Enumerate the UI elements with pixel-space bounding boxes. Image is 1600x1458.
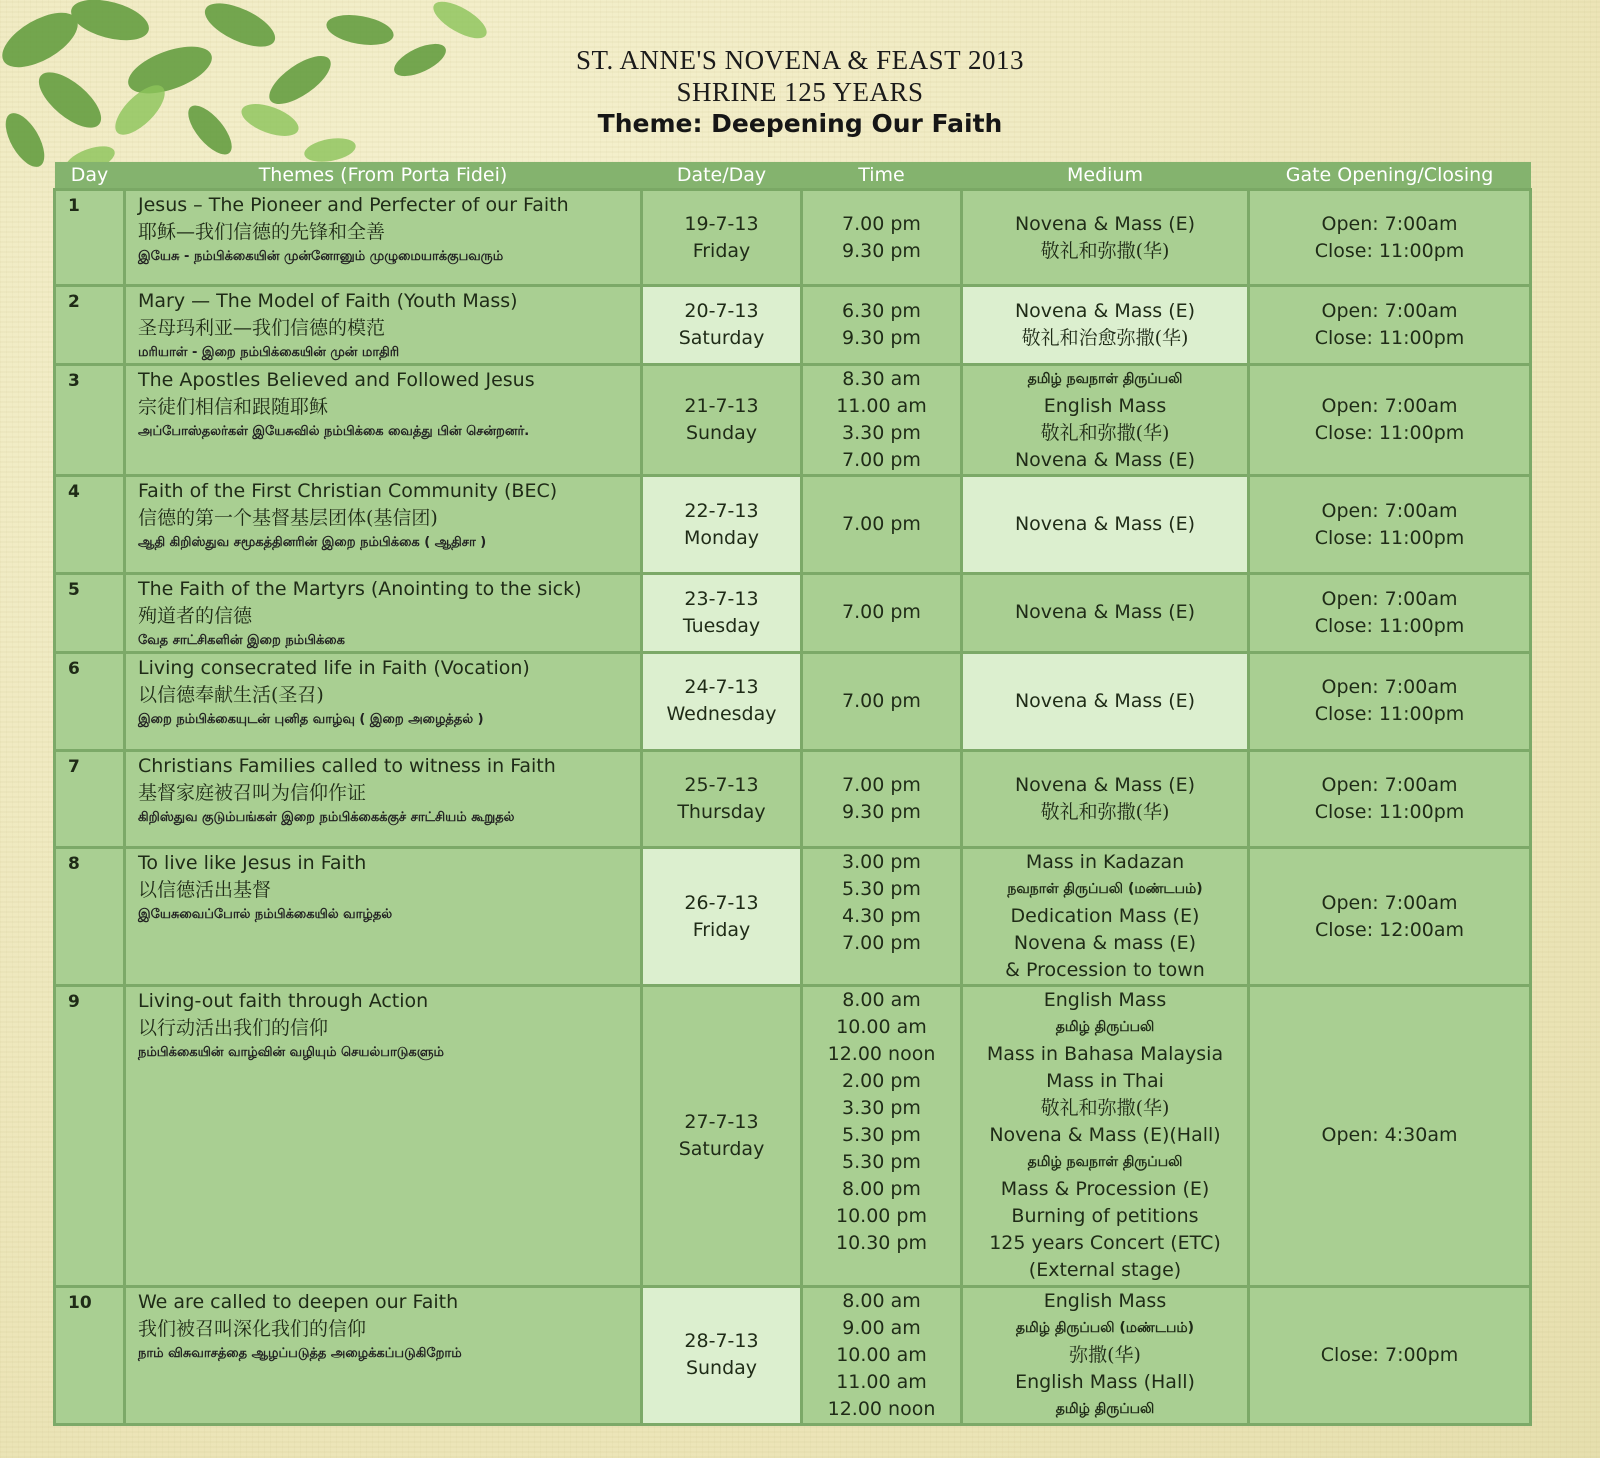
- gate-cell: [1249, 365, 1531, 476]
- theme-cell: [125, 848, 642, 986]
- theme-cell: [125, 1286, 642, 1424]
- time-entry: 8.30 am: [842, 368, 921, 391]
- gate-cell: [1249, 652, 1531, 750]
- medium-entry: தமிழ் திருப்பலி: [1055, 1400, 1155, 1417]
- col-header-day: Day: [55, 162, 125, 190]
- table-row: [55, 1286, 1531, 1424]
- time-entry: 9.30 pm: [842, 327, 921, 350]
- date-cell: [642, 750, 802, 847]
- time-entry: 3.00 pm: [842, 851, 921, 874]
- date-cell: [642, 848, 802, 986]
- time-entry: 3.30 pm: [842, 422, 921, 445]
- gate-cell: [1249, 190, 1531, 286]
- gate-entry: Close: 11:00pm: [1314, 800, 1465, 823]
- title-line-1: ST. ANNE'S NOVENA & FEAST 2013: [576, 45, 1024, 75]
- theme-cell: [125, 365, 642, 476]
- date-value: 19-7-13: [684, 212, 759, 235]
- col-header-medium: Medium: [962, 162, 1249, 190]
- gate-entry: Open: 7:00am: [1321, 499, 1458, 522]
- weekday-value: Sunday: [685, 1357, 758, 1380]
- gate-entry: Close: 11:00pm: [1314, 614, 1465, 637]
- time-entry: 7.00 pm: [842, 212, 921, 235]
- theme-chinese: 信德的第一个基督基层团体(基信团): [138, 507, 438, 530]
- date-cell: [642, 652, 802, 750]
- medium-entry: Mass in Thai: [1046, 1070, 1164, 1093]
- theme-english: The Apostles Believed and Followed Jesus: [138, 369, 535, 392]
- theme-english: To live like Jesus in Faith: [138, 852, 367, 875]
- col-header-time: Time: [802, 162, 962, 190]
- day-cell: 2: [55, 286, 125, 365]
- theme-tamil: இயேசுவைப்போல் நம்பிக்கையில் வாழ்தல்: [138, 907, 393, 923]
- date-value: 21-7-13: [684, 395, 759, 418]
- medium-entry: English Mass (Hall): [1015, 1370, 1195, 1393]
- theme-cell: [125, 286, 642, 365]
- day-cell: 10: [55, 1286, 125, 1424]
- medium-cell: [962, 476, 1249, 573]
- gate-entry: Open: 7:00am: [1321, 300, 1458, 323]
- title-line-2: SHRINE 125 YEARS: [676, 77, 924, 107]
- time-entry: 11.00 am: [836, 1370, 927, 1393]
- table-row: [55, 286, 1531, 365]
- table-row: [55, 986, 1531, 1286]
- theme-chinese: 我们被召叫深化我们的信仰: [138, 1317, 367, 1340]
- date-value: 25-7-13: [684, 773, 759, 796]
- date-value: 27-7-13: [684, 1110, 759, 1133]
- time-entry: 5.30 pm: [842, 1151, 921, 1174]
- weekday-value: Thursday: [677, 800, 766, 823]
- weekday-value: Wednesday: [666, 703, 777, 726]
- time-entry: 6.30 pm: [842, 300, 921, 323]
- table-row: [55, 652, 1531, 750]
- medium-cell: [962, 848, 1249, 986]
- time-entry: 10.00 am: [836, 1343, 927, 1366]
- gate-entry: Open: 7:00am: [1321, 395, 1458, 418]
- medium-entry: English Mass: [1043, 395, 1167, 418]
- medium-cell: [962, 750, 1249, 847]
- date-value: 24-7-13: [684, 676, 759, 699]
- table-row: [55, 750, 1531, 847]
- time-entry: 7.00 pm: [842, 773, 921, 796]
- medium-entry: 敬礼和弥撒(华): [1040, 1097, 1170, 1120]
- medium-entry: Mass & Procession (E): [1000, 1178, 1210, 1201]
- time-entry: 5.30 pm: [842, 1124, 921, 1147]
- gate-entry: Open: 7:00am: [1321, 676, 1458, 699]
- time-entry: 9.00 am: [842, 1316, 921, 1339]
- medium-entry: Novena & Mass (E): [1014, 212, 1196, 235]
- theme-tamil: அப்போஸ்தலர்கள் இயேசுவில் நம்பிக்கை வைத்து பின் சென்றனர்.: [138, 424, 530, 440]
- medium-entry: தமிழ் நவநாள் திருப்பலி: [1027, 371, 1183, 388]
- gate-entry: Close: 12:00am: [1314, 918, 1465, 941]
- medium-entry: தமிழ் நவநாள் திருப்பலி: [1027, 1154, 1183, 1171]
- medium-entry: Novena & Mass (E)(Hall): [989, 1124, 1221, 1147]
- gate-entry: Close: 11:00pm: [1314, 422, 1465, 445]
- gate-entry: Close: 11:00pm: [1314, 703, 1465, 726]
- gate-entry: Open: 7:00am: [1321, 773, 1458, 796]
- weekday-value: Friday: [692, 918, 751, 941]
- col-header-gate: Gate Opening/Closing: [1249, 162, 1531, 190]
- gate-entry: Open: 7:00am: [1321, 587, 1458, 610]
- theme-english: The Faith of the Martyrs (Anointing to the sick): [138, 577, 582, 600]
- theme-chinese: 圣母玛利亚—我们信德的模范: [138, 317, 386, 340]
- time-entry: 5.30 pm: [842, 878, 921, 901]
- medium-entry: 125 years Concert (ETC): [989, 1232, 1221, 1255]
- medium-entry: Novena & Mass (E): [1014, 449, 1196, 472]
- theme-cell: [125, 750, 642, 847]
- theme-tamil: வேத சாட்சிகளின் இறை நம்பிக்கை: [138, 632, 345, 648]
- table-row: [55, 476, 1531, 573]
- medium-entry: Novena & mass (E): [1013, 932, 1197, 955]
- time-entry: 10.30 pm: [835, 1232, 927, 1255]
- gate-entry: Open: 4:30am: [1321, 1124, 1458, 1147]
- time-cell: [802, 190, 962, 286]
- medium-entry: Novena & Mass (E): [1014, 300, 1196, 323]
- gate-cell: [1249, 1286, 1531, 1424]
- theme-tamil: இயேசு - நம்பிக்கையின் முன்னோனும் முழுமையாக்குபவரும்: [138, 249, 504, 264]
- medium-entry: Mass in Bahasa Malaysia: [986, 1043, 1224, 1066]
- medium-cell: [962, 573, 1249, 652]
- date-cell: [642, 986, 802, 1286]
- table-row: [55, 573, 1531, 652]
- col-header-date: Date/Day: [642, 162, 802, 190]
- theme-tamil: இறை நம்பிக்கையுடன் புனித வாழ்வு ( இறை அழைத்தல் ): [138, 711, 484, 727]
- theme-tamil: நம்பிக்கையின் வாழ்வின் வழியும் செயல்பாடுகளும்: [138, 1045, 444, 1061]
- medium-entry: & Procession to town: [1005, 959, 1205, 982]
- theme-chinese: 以行动活出我们的信仰: [138, 1017, 329, 1040]
- medium-entry: 敬礼和治愈弥撒(华): [1021, 327, 1189, 350]
- medium-entry: Novena & Mass (E): [1014, 513, 1196, 536]
- medium-entry: 敬礼和弥撒(华): [1040, 422, 1170, 445]
- theme-tamil: ஆதி கிறிஸ்துவ சமூகத்தினரின் இறை நம்பிக்கை ( ஆதிசா ): [138, 535, 487, 551]
- theme-tamil: கிறிஸ்துவ குடும்பங்கள் இறை நம்பிக்கைக்குச் சாட்சியம் கூறுதல்: [138, 809, 515, 825]
- weekday-value: Friday: [692, 239, 751, 262]
- time-entry: 2.00 pm: [842, 1070, 921, 1093]
- gate-entry: Close: 7:00pm: [1320, 1343, 1459, 1366]
- theme-chinese: 以信德活出基督: [138, 879, 272, 902]
- time-cell: [802, 476, 962, 573]
- medium-entry: நவநாள் திருப்பலி (மண்டபம்): [1007, 881, 1203, 898]
- theme-english: Jesus – The Pioneer and Perfecter of our Faith: [138, 194, 569, 216]
- gate-entry: Close: 11:00pm: [1314, 526, 1465, 549]
- theme-title: Theme: Deepening Our Faith: [597, 109, 1003, 138]
- date-cell: [642, 1286, 802, 1424]
- theme-tamil: மரியாள் - இறை நம்பிக்கையின் முன் மாதிரி: [138, 345, 400, 361]
- day-cell: 8: [55, 848, 125, 986]
- col-header-themes: Themes (From Porta Fidei): [125, 162, 642, 190]
- day-cell: 3: [55, 365, 125, 476]
- time-entry: 4.30 pm: [842, 905, 921, 928]
- time-entry: 7.00 pm: [842, 689, 921, 712]
- medium-entry: 弥撒(华): [1069, 1343, 1141, 1366]
- medium-entry: 敬礼和弥撒(华): [1040, 800, 1170, 823]
- date-cell: [642, 476, 802, 573]
- medium-entry: (External stage): [1028, 1259, 1182, 1282]
- day-cell: 4: [55, 476, 125, 573]
- date-value: 22-7-13: [684, 499, 759, 522]
- gate-cell: [1249, 573, 1531, 652]
- day-cell: 1: [55, 190, 125, 286]
- date-value: 23-7-13: [684, 587, 759, 610]
- table-row: [55, 190, 1531, 286]
- medium-entry: தமிழ் திருப்பலி (மண்டபம்): [1015, 1319, 1195, 1336]
- gate-entry: Open: 7:00am: [1321, 212, 1458, 235]
- medium-entry: Novena & Mass (E): [1014, 773, 1196, 796]
- date-cell: [642, 190, 802, 286]
- time-cell: [802, 286, 962, 365]
- theme-chinese: 耶稣—我们信德的先锋和全善: [138, 221, 386, 243]
- weekday-value: Tuesday: [682, 614, 761, 637]
- theme-cell: [125, 190, 642, 286]
- medium-cell: [962, 190, 1249, 286]
- theme-english: Living consecrated life in Faith (Vocation): [138, 656, 530, 679]
- weekday-value: Saturday: [678, 1137, 765, 1160]
- weekday-value: Sunday: [685, 422, 758, 445]
- medium-cell: [962, 286, 1249, 365]
- gate-cell: [1249, 750, 1531, 847]
- time-entry: 9.30 pm: [842, 800, 921, 823]
- gate-entry: Close: 11:00pm: [1314, 327, 1465, 350]
- medium-entry: Novena & Mass (E): [1014, 601, 1196, 624]
- time-cell: [802, 848, 962, 986]
- time-entry: 7.00 pm: [842, 449, 921, 472]
- table-row: [55, 848, 1531, 986]
- time-cell: [802, 1286, 962, 1424]
- theme-english: Christians Families called to witness in Faith: [138, 754, 556, 777]
- time-entry: 8.00 am: [842, 989, 921, 1012]
- day-cell: 7: [55, 750, 125, 847]
- gate-entry: Close: 11:00pm: [1314, 239, 1465, 262]
- time-entry: 7.00 pm: [842, 932, 921, 955]
- medium-entry: 敬礼和弥撒(华): [1040, 239, 1170, 262]
- theme-chinese: 基督家庭被召叫为信仰作证: [138, 781, 367, 804]
- time-cell: [802, 986, 962, 1286]
- gate-cell: [1249, 286, 1531, 365]
- theme-english: We are called to deepen our Faith: [138, 1290, 459, 1313]
- gate-cell: [1249, 848, 1531, 986]
- theme-english: Faith of the First Christian Community (BEC): [138, 480, 558, 503]
- medium-entry: Novena & Mass (E): [1014, 689, 1196, 712]
- medium-entry: Mass in Kadazan: [1025, 851, 1185, 874]
- time-entry: 9.30 pm: [842, 239, 921, 262]
- time-entry: 10.00 am: [836, 1016, 927, 1039]
- theme-cell: [125, 986, 642, 1286]
- time-entry: 12.00 noon: [827, 1043, 936, 1066]
- medium-cell: [962, 986, 1249, 1286]
- theme-cell: [125, 476, 642, 573]
- date-value: 28-7-13: [684, 1330, 759, 1353]
- date-cell: [642, 365, 802, 476]
- time-entry: 12.00 noon: [827, 1397, 936, 1420]
- time-entry: 10.00 pm: [835, 1205, 927, 1228]
- schedule-table-wrapper: [53, 162, 1529, 1426]
- theme-cell: [125, 573, 642, 652]
- schedule-body: [55, 190, 1531, 1425]
- medium-entry: தமிழ் திருப்பலி: [1055, 1019, 1155, 1036]
- time-entry: 7.00 pm: [842, 601, 921, 624]
- medium-cell: [962, 652, 1249, 750]
- medium-entry: English Mass: [1043, 1289, 1167, 1312]
- document-header: [0, 44, 1600, 140]
- theme-chinese: 宗徒们相信和跟随耶稣: [138, 396, 329, 419]
- date-cell: [642, 286, 802, 365]
- time-entry: 3.30 pm: [842, 1097, 921, 1120]
- theme-english: Mary — The Model of Faith (Youth Mass): [138, 290, 518, 313]
- theme-chinese: 以信德奉献生活(圣召): [138, 683, 324, 706]
- theme-chinese: 殉道者的信德: [138, 604, 253, 627]
- date-value: 26-7-13: [684, 891, 759, 914]
- date-value: 20-7-13: [684, 300, 759, 323]
- time-cell: [802, 652, 962, 750]
- time-entry: 8.00 am: [842, 1289, 921, 1312]
- theme-cell: [125, 652, 642, 750]
- header-row: [55, 162, 1531, 190]
- medium-cell: [962, 365, 1249, 476]
- time-entry: 11.00 am: [836, 395, 927, 418]
- medium-entry: English Mass: [1043, 989, 1167, 1012]
- weekday-value: Monday: [683, 526, 759, 549]
- weekday-value: Saturday: [678, 327, 765, 350]
- medium-entry: Burning of petitions: [1011, 1205, 1199, 1228]
- theme-english: Living-out faith through Action: [138, 990, 429, 1013]
- gate-cell: [1249, 986, 1531, 1286]
- time-cell: [802, 750, 962, 847]
- date-cell: [642, 573, 802, 652]
- gate-cell: [1249, 476, 1531, 573]
- schedule-table: [53, 162, 1532, 1426]
- table-row: [55, 365, 1531, 476]
- gate-entry: Open: 7:00am: [1321, 891, 1458, 914]
- medium-entry: Dedication Mass (E): [1010, 905, 1200, 928]
- theme-tamil: நாம் விசுவாசத்தை ஆழப்படுத்த அழைக்கப்படுகிறோம்: [138, 1345, 462, 1361]
- time-cell: [802, 365, 962, 476]
- day-cell: 9: [55, 986, 125, 1286]
- day-cell: 6: [55, 652, 125, 750]
- medium-cell: [962, 1286, 1249, 1424]
- time-cell: [802, 573, 962, 652]
- time-entry: 7.00 pm: [842, 513, 921, 536]
- day-cell: 5: [55, 573, 125, 652]
- time-entry: 8.00 pm: [842, 1178, 921, 1201]
